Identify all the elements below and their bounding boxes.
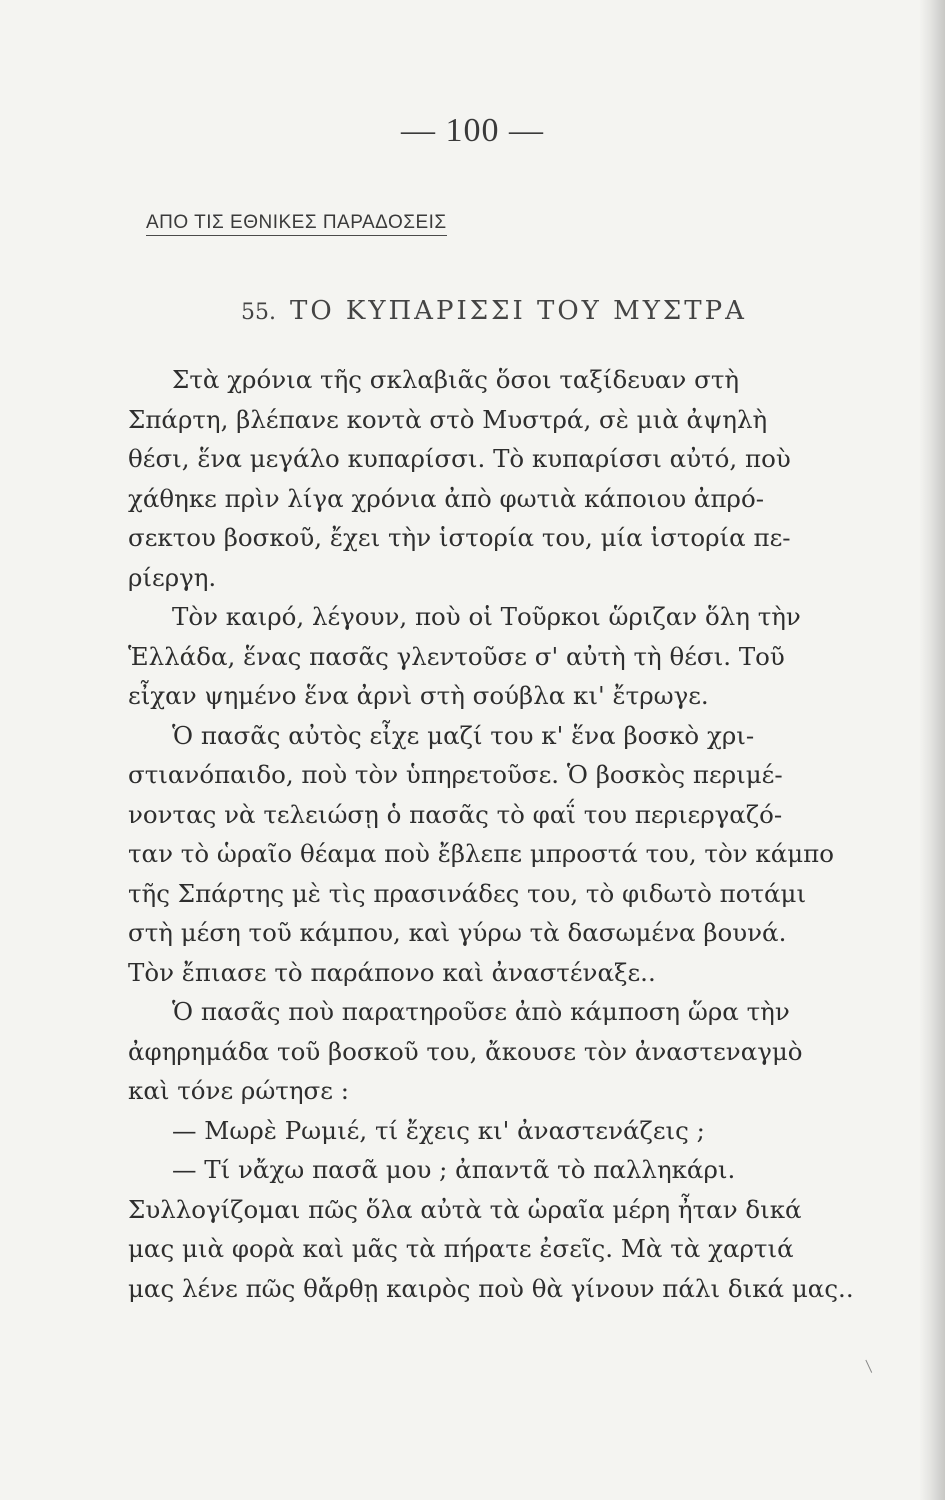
text-line: εἶχαν ψημένο ἕνα ἀρνὶ στὴ σούβλα κι' ἔτρωγε. — [128, 681, 709, 710]
text-line: σεκτου βοσκοῦ, ἔχει τὴν ἱστορία του, μία ἱστορία πε- — [128, 523, 791, 552]
story-title — [241, 296, 747, 326]
text-line: μας μιὰ φορὰ καὶ μᾶς τὰ πήρατε ἐσεῖς. Μὰ τὰ χαρτιά — [128, 1234, 794, 1263]
story-number: 55. — [241, 300, 276, 325]
text-line: ταν τὸ ὡραῖο θέαμα ποὺ ἔβλεπε μπροστά του, τὸν κάμπο — [128, 839, 835, 868]
text-line: Ὁ πασᾶς αὐτὸς εἶχε μαζί του κ' ἕνα βοσκὸ χρι- — [172, 720, 755, 750]
text-line: θέσι, ἕνα μεγάλο κυπαρίσσι. Τὸ κυπαρίσσι αὐτό, ποὺ — [128, 444, 791, 473]
page-number: — 100 — — [401, 112, 544, 149]
text-line: μας λένε πῶς θἄρθῃ καιρὸς ποὺ θὰ γίνουν πάλι δικά μας.. — [128, 1273, 854, 1303]
text-line: ρίεργη. — [128, 562, 217, 592]
text-line: Ἑλλάδα, ἕνας πασᾶς γλεντοῦσε σ' αὐτὴ τὴ θέσι. Τοῦ — [128, 641, 785, 671]
text-line: νοντας νὰ τελειώσῃ ὁ πασᾶς τὸ φαΐ του περιεργαζό- — [128, 799, 783, 829]
text-line: καὶ τόνε ρώτησε : — [128, 1076, 350, 1105]
text-line: στιανόπαιδο, ποὺ τὸν ὑπηρετοῦσε. Ὁ βοσκὸς περιμέ- — [128, 760, 783, 789]
text-line: τῆς Σπάρτης μὲ τὶς πρασινάδες του, τὸ φιδωτὸ ποτάμι — [128, 878, 807, 908]
dialog-line: — Μωρὲ Ρωμιέ, τί ἔχεις κι' ἀναστενάζεις ; — [172, 1115, 705, 1145]
dialog-line: — Τί νἄχω πασᾶ μου ; ἀπαντᾶ τὸ παλληκάρι. — [172, 1155, 736, 1184]
story-body — [128, 360, 854, 1308]
section-heading: ΑΠΟ ΤΙΣ ΕΘΝΙΚΕΣ ΠΑΡΑΔΟΣΕΙΣ — [146, 212, 447, 236]
page-binding-shadow — [919, 0, 945, 1500]
text-line: Στὰ χρόνια τῆς σκλαβιᾶς ὅσοι ταξίδευαν στὴ — [172, 365, 740, 394]
text-line: ἀφηρημάδα τοῦ βοσκοῦ του, ἄκουσε τὸν ἀναστεναγμὸ — [128, 1036, 803, 1066]
text-line: Συλλογίζομαι πῶς ὅλα αὐτὰ τὰ ὡραῖα μέρη ἦταν δικά — [128, 1194, 802, 1224]
text-line: Σπάρτη, βλέπανε κοντὰ στὸ Μυστρά, σὲ μιὰ ἀψηλὴ — [128, 404, 768, 434]
story-title-text: ΤΟ ΚΥΠΑΡΙΣΣΙ ΤΟΥ ΜΥΣΤΡΑ — [290, 296, 747, 326]
text-line: Τὸν ἔπιασε τὸ παράπονο καὶ ἀναστέναξε.. — [128, 957, 656, 987]
text-line: Ὁ πασᾶς ποὺ παρατηροῦσε ἀπὸ κάμποση ὥρα τὴν — [172, 997, 790, 1026]
text-line: Τὸν καιρό, λέγουν, ποὺ οἱ Τοῦρκοι ὥριζαν ὅλη τὴν — [172, 602, 801, 631]
text-line: στὴ μέση τοῦ κάμπου, καὶ γύρω τὰ δασωμένα βουνά. — [128, 918, 787, 947]
text-line: χάθηκε πρὶν λίγα χρόνια ἀπὸ φωτιὰ κάποιου ἀπρό- — [128, 483, 764, 513]
ink-speck — [865, 1357, 877, 1373]
